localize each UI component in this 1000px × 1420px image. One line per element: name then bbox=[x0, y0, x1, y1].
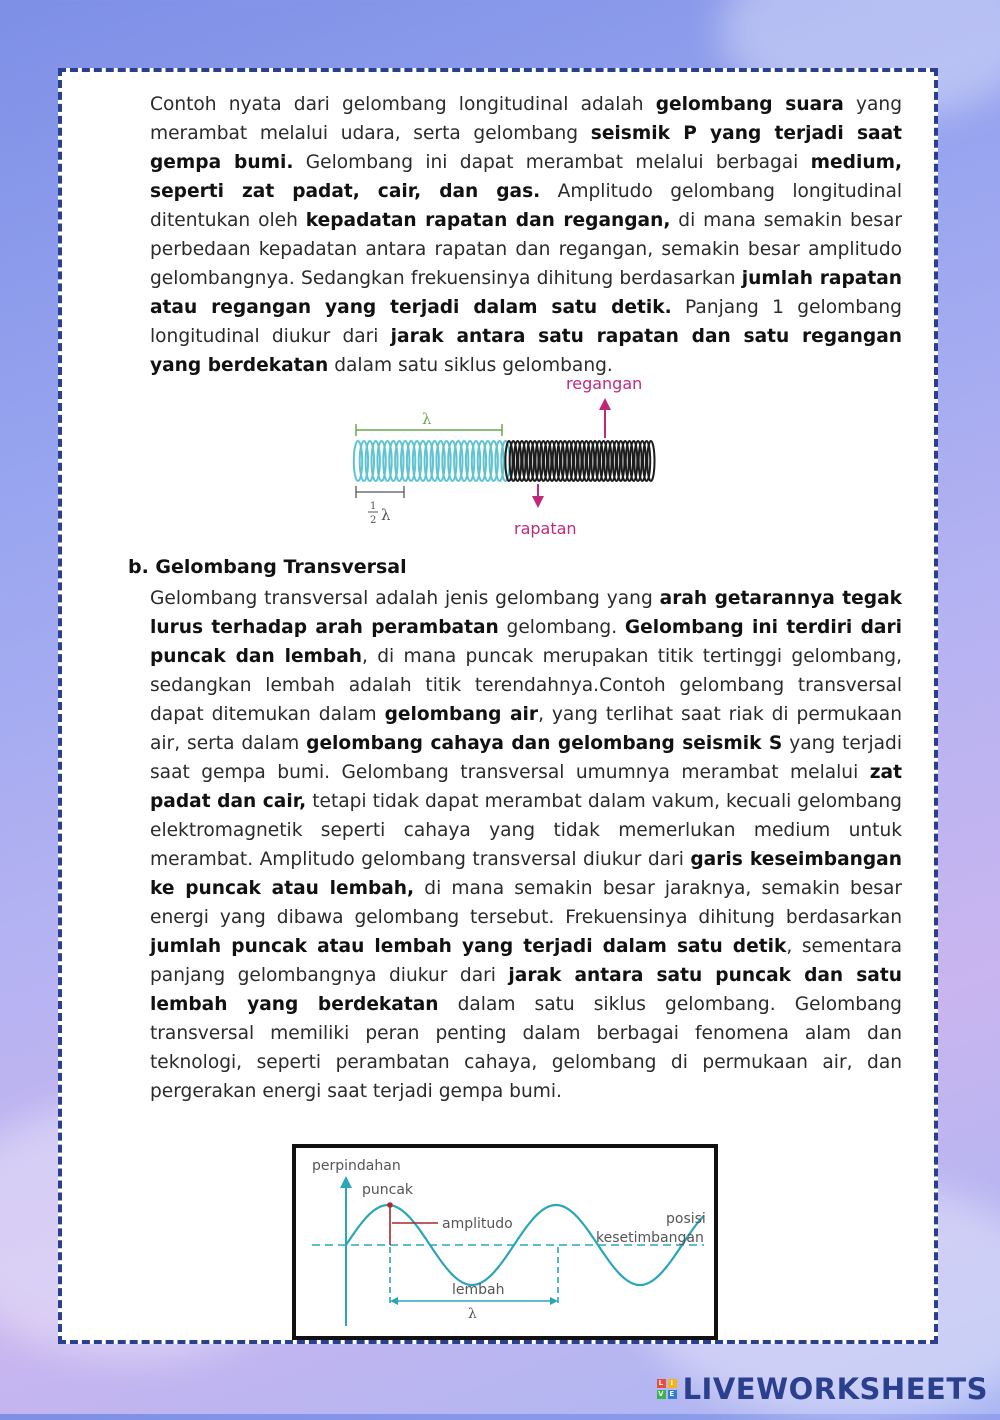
bold-text-run: Gelombang ini terdiri dari puncak dan lembah bbox=[150, 617, 902, 667]
puncak-label: puncak bbox=[362, 1182, 414, 1198]
bold-text-run: kepadatan rapatan dan regangan, bbox=[305, 210, 671, 231]
bold-text-run: jarak antara satu rapatan dan satu regangan yang berdekatan bbox=[150, 326, 902, 376]
brand-text: LIVEWORKSHEETS bbox=[682, 1372, 988, 1406]
bold-text-run: gelombang cahaya dan gelombang seismik S bbox=[306, 733, 783, 754]
amplitudo-label: amplitudo bbox=[442, 1216, 513, 1232]
posisi-label: posisi bbox=[666, 1211, 706, 1227]
badge-letter: E bbox=[669, 1390, 675, 1398]
transverse-wave-figure bbox=[292, 1144, 718, 1340]
badge-letter: V bbox=[658, 1390, 665, 1398]
text-run: di mana semakin besar jaraknya, semakin besar energi yang dibawa gelombang tersebut. Frekuensinya dihitung berdasarkan bbox=[150, 878, 902, 928]
half-lambda-numerator: 1 bbox=[370, 501, 377, 512]
bold-text-run: arah getarannya tegak lurus terhadap arah perambatan bbox=[150, 588, 902, 638]
live-badge-icon bbox=[657, 1379, 677, 1399]
paragraph-transversal bbox=[150, 584, 902, 1106]
text-run: gelombang. bbox=[498, 617, 625, 638]
text-run: yang terjadi saat gempa bumi. Gelombang transversal umumnya merambat melalui bbox=[150, 733, 902, 783]
spring-coils bbox=[354, 441, 655, 481]
bold-text-run: jumlah rapatan atau regangan yang terjadi dalam satu detik. bbox=[150, 268, 902, 318]
bold-text-run: jumlah puncak atau lembah yang terjadi dalam satu detik bbox=[150, 936, 787, 957]
bold-text-run: seismik P yang terjadi saat gempa bumi. bbox=[150, 123, 902, 173]
text-run: Panjang 1 gelombang longitudinal diukur dari bbox=[150, 297, 902, 347]
text-run: dalam satu siklus gelombang. bbox=[328, 355, 613, 376]
regangan-label: regangan bbox=[566, 374, 643, 393]
regangan-arrow bbox=[566, 374, 642, 438]
rapatan-label: rapatan bbox=[514, 519, 577, 538]
bold-text-run: medium, seperti zat padat, cair, dan gas. bbox=[150, 152, 903, 202]
text-run: Gelombang ini dapat merambat melalui berbagai bbox=[293, 152, 811, 173]
text-run: , di mana puncak merupakan titik tertinggi gelombang, sedangkan lembah adalah titik terendahnya.Contoh gelombang transversal dapat ditemukan dalam bbox=[150, 646, 902, 725]
longitudinal-wave-figure bbox=[344, 372, 674, 542]
lambda-label: λ bbox=[422, 410, 432, 428]
rapatan-arrow bbox=[514, 484, 577, 538]
bold-text-run: garis keseimbangan ke puncak atau lembah, bbox=[150, 849, 902, 899]
half-lambda-marker bbox=[356, 486, 404, 526]
worksheet-page bbox=[58, 68, 938, 1344]
wavelength-label: λ bbox=[468, 1306, 477, 1322]
lembah-label: lembah bbox=[452, 1282, 505, 1298]
liveworksheets-logo[interactable] bbox=[657, 1372, 988, 1406]
text-run: , yang terlihat saat riak di permukaan air, serta dalam bbox=[150, 704, 902, 754]
text-run: yang merambat melalui udara, serta gelombang bbox=[150, 94, 903, 144]
half-lambda-symbol: λ bbox=[381, 506, 391, 524]
text-run: Gelombang transversal adalah jenis gelombang yang bbox=[150, 588, 660, 609]
lambda-marker bbox=[356, 410, 502, 436]
bold-text-run: gelombang air bbox=[384, 704, 539, 725]
text-run: , sementara panjang gelombangnya diukur dari bbox=[150, 936, 903, 986]
badge-letter: I bbox=[668, 1379, 677, 1388]
kesetimbangan-label: kesetimbangan bbox=[596, 1230, 704, 1246]
perpindahan-label: perpindahan bbox=[312, 1158, 401, 1174]
text-run: Amplitudo gelombang longitudinal ditentukan oleh bbox=[150, 181, 903, 231]
bold-text-run: gelombang suara bbox=[655, 94, 844, 115]
bold-text-run: jarak antara satu puncak dan satu lembah yang berdekatan bbox=[150, 965, 902, 1015]
bold-text-run: zat padat dan cair, bbox=[150, 762, 902, 812]
text-run: di mana semakin besar perbedaan kepadatan antara rapatan dan regangan, semakin besar amplitudo gelombangnya. Sedangkan frekuensinya dihitung berdasarkan bbox=[150, 210, 903, 289]
text-run: dalam satu siklus gelombang. Gelombang transversal memiliki peran penting dalam berbagai fenomena alam dan teknologi, seperti perambatan cahaya, gelombang di permukaan air, dan pergerakan energi saat terjadi gempa bumi. bbox=[150, 994, 902, 1102]
text-run: tetapi tidak dapat merambat dalam vakum, kecuali gelombang elektromagnetik seperti cahaya yang tidak memerlukan medium untuk merambat. Amplitudo gelombang transversal diukur dari bbox=[150, 791, 902, 870]
text-run: Contoh nyata dari gelombang longitudinal adalah bbox=[150, 94, 656, 115]
half-lambda-denominator: 2 bbox=[370, 515, 377, 526]
paragraph-longitudinal bbox=[150, 90, 902, 380]
badge-letter: L bbox=[657, 1379, 666, 1388]
section-heading-transversal: b. Gelombang Transversal bbox=[128, 556, 407, 578]
